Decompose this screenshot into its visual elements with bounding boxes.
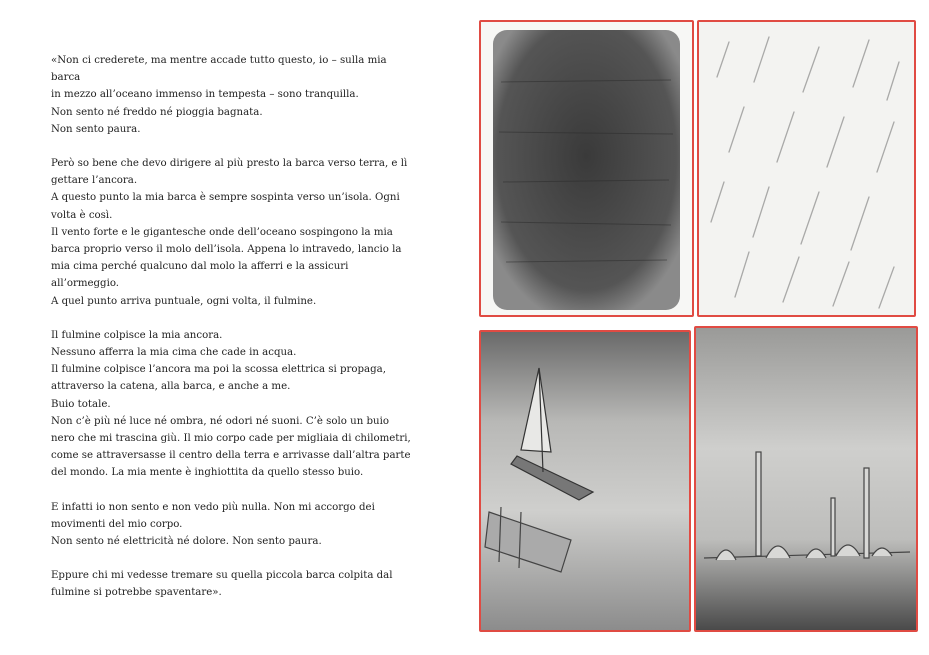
text-line: Il vento forte e le gigantesche onde dell’oceano sospingono la mia	[51, 226, 393, 238]
text-line: Non sento paura.	[51, 123, 141, 135]
ship-panel	[694, 326, 918, 632]
text-line: Nessuno afferra la mia cima che cade in acqua.	[51, 347, 297, 359]
text-line: Non sento né freddo né pioggia bagnata.	[51, 106, 263, 118]
text-line: A questo punto la mia barca è sempre sospinta verso un’isola. Ogni	[51, 192, 400, 204]
text-line: E infatti io non sento e non vedo più nulla. Non mi accorgo dei	[51, 501, 375, 513]
text-line: volta è così.	[51, 209, 113, 221]
text-line: Però so bene che devo dirigere al più presto la barca verso terra, e lì	[51, 158, 408, 170]
text-line: del mondo. La mia mente è inghiottita da quello stesso buio.	[51, 467, 364, 479]
text-line: mia cima perché qualcuno dal molo la afferri e la assicuri all’ormeggio.	[51, 261, 349, 290]
text-line: gettare l’ancora.	[51, 175, 138, 187]
text-line: nero che mi trascina giù. Il mio corpo cade per migliaia di chilometri,	[51, 433, 411, 445]
text-line: movimenti del mio corpo.	[51, 518, 183, 530]
text-line: fulmine si potrebbe spaventare».	[51, 587, 222, 599]
text-line: Non sento né elettricità né dolore. Non sento paura.	[51, 536, 322, 548]
text-line: A quel punto arriva puntuale, ogni volta, il fulmine.	[51, 295, 317, 307]
text-line: Il fulmine colpisce l’ancora ma poi la scossa elettrica si propaga,	[51, 364, 386, 376]
text-line: Buio totale.	[51, 398, 111, 410]
sailboat-panel	[479, 330, 691, 632]
text-line: Eppure chi mi vedesse tremare su quella piccola barca colpita dal	[51, 570, 393, 582]
text-line: Non c’è più né luce né ombra, né odori né suoni. C’è solo un buio	[51, 415, 389, 427]
story-text	[51, 52, 411, 602]
text-line: barca proprio verso il molo dell’isola. Appena lo intravedo, lancio la	[51, 244, 402, 256]
text-line: «Non ci crederete, ma mentre accade tutto questo, io – sulla mia barca	[51, 55, 387, 84]
rain-panel	[697, 20, 916, 317]
text-line: in mezzo all’oceano immenso in tempesta – sono tranquilla.	[51, 89, 359, 101]
text-line: Il fulmine colpisce la mia ancora.	[51, 329, 223, 341]
text-line: come se attraversasse il centro della terra e arrivasse dall’altra parte	[51, 450, 411, 462]
dark-storm-panel	[479, 20, 694, 317]
text-line: attraverso la catena, alla barca, e anche a me.	[51, 381, 291, 393]
